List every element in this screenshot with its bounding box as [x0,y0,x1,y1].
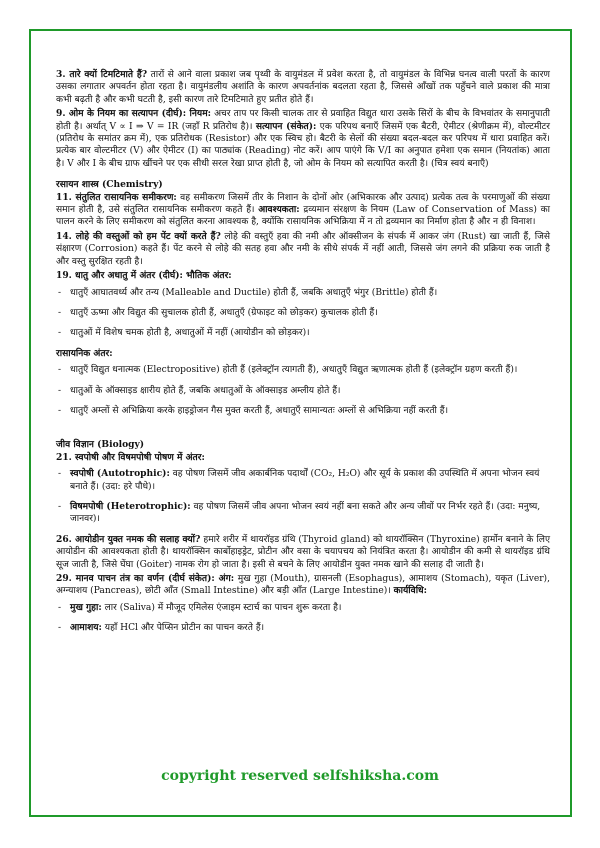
answer-11-text-1: वह समीकरण जिसमें तीर के निशान के दोनों ओर (अभिकारक और उत्पाद) प्रत्येक तत्व के परमाणुओं की संख्या समान होती है, उसे संतुलित रासायनिक समीकरण कहते हैं। [56,192,551,216]
answer-14-heading: 14. लोहे की वस्तुओं को हम पेंट क्यों करते हैं? [56,230,221,242]
list-item: - धातुएँ अम्लों से अभिक्रिया करके हाइड्रोजन गैस मुक्त करती हैं, अधातुएँ सामान्यतः अम्लों से अभिक्रिया नहीं करती हैं। [58,405,449,416]
answer-9-text-2: एक परिपथ बनाएँ जिसमें एक बैटरी, ऐमीटर (श्रेणीक्रम में), वोल्टमीटर (प्रतिरोध के समांतर क्रम में), एक प्रतिरोधक (Resistor) और एक स्विच हो। बैटरी के सेलों की संख्या बदल-बदल कर परिपथ में धारा प्रवाहित करें। प्रत्येक बार वोल्टमीटर (V) और ऐमीटर (I) का पाठ्यांक (Reading) नोट करें। आप पाएंगे कि V/I का अनुपात हमेशा एक समान (नियतांक) आता है। V और I के बीच ग्राफ खींचने पर एक सीधी सरल रेखा प्राप्त होती है, जो ओम के नियम को सत्यापित करती है। (चित्र स्वयं बनाएँ) [56,121,550,169]
answer-29-subheading: कार्यविधि: [393,585,428,597]
chemical-differences-heading: रासायनिक अंतर: [56,347,113,359]
answer-29 [56,573,550,598]
answer-21 [56,452,550,464]
list-item: - स्वपोषी (Autotrophic): वह पोषण जिसमें जीव अकार्बनिक पदार्थों (CO₂, H₂O) और सूर्य के प्रकाश की उपस्थिति में अपना भोजन स्वयं बनाते हैं। (उदा: हरे पौधे)। [58,468,540,492]
answer-26-text: हमारे शरीर में थायरॉइड ग्रंथि (Thyroid gland) को थायरॉक्सिन (Thyroxine) हार्मोन बनाने के लिए आयोडीन की आवश्यकता होती है। थायरॉक्सिन कार्बोहाइड्रेट, प्रोटीन और वसा के चयापचय को नियंत्रित करता है। आयोडीन की कमी से थायरॉइड ग्रंथि सूज जाती है, जिसे घेंघा (Goiter) नामक रोग हो जाता है। इसी से बचने के लिए आयोडीन युक्त नमक खाने की सलाह दी जाती है। [56,534,550,570]
list-item: - विषमपोषी (Heterotrophic): वह पोषण जिसमें जीव अपना भोजन स्वयं नहीं बना सकते और अन्य जीवों पर निर्भर रहते हैं। (उदा: मनुष्य, जानवर)। [58,500,541,525]
answer-21-heading: 21. स्वपोषी और विषमपोषी पोषण में अंतर: [56,451,205,463]
physical-differences-list [56,287,550,340]
answer-29-text: मुख गुहा (Mouth), ग्रासनली (Esophagus), आमाशय (Stomach), यकृत (Liver), अग्न्याशय (Pancreas), छोटी आँत (Small Intestine) और बड़ी आँत (Large Intestine)। [56,574,550,597]
answer-29-heading: 29. मानव पाचन तंत्र का वर्णन (दीर्घ संकेत): अंग: [56,573,235,584]
document-body [56,69,550,643]
answer-9 [56,108,550,170]
answer-11-subheading: आवश्यकता: [258,204,300,216]
list-item: - धातुएँ आघातवर्ध्य और तन्य (Malleable and Ductile) होती हैं, जबकि अधातुएँ भंगुर (Brittle) होती हैं। [58,287,438,298]
nutrition-list [56,468,550,526]
section-chemistry: रसायन शास्त्र (Chemistry) [56,179,163,191]
list-item: - आमाशय: यहाँ HCl और पेप्सिन प्रोटीन का पाचन करते हैं। [58,622,265,634]
answer-3-text: तारों से आने वाला प्रकाश जब पृथ्वी के वायुमंडल में प्रवेश करता है, तो वायुमंडल के विभिन्न घनत्व वाली परतों के कारण उसका लगातार अपवर्तन होता रहता है। वायुमंडलीय अशांति के कारण अपवर्तनांक बदलता रहता है, जिससे आँखों तक पहुँचने वाले प्रकाश की मात्रा कभी बढ़ती है और कभी घटती है, इसी कारण तारे टिमटिमाते हुए प्रतीत होते हैं। [56,70,550,105]
section-biology: जीव विज्ञान (Biology) [56,439,145,451]
answer-9-subheading: सत्यापन (संकेत): [255,120,317,132]
answer-11-heading: 11. संतुलित रासायनिक समीकरण: [56,191,177,203]
answer-3-heading: 3. तारे क्यों टिमटिमाते हैं? [56,69,148,80]
chemical-differences-list [56,364,550,417]
answer-19-heading: 19. धातु और अधातु में अंतर (दीर्घ): भौतिक अंतर: [56,270,232,282]
answer-19 [56,270,550,282]
answer-26-heading: 26. आयोडीन युक्त नमक की सलाह क्यों? [56,533,201,545]
list-item: - धातुओं के ऑक्साइड क्षारीय होते हैं, जबकि अधातुओं के ऑक्साइड अम्लीय होते हैं। [58,385,341,396]
answer-11 [56,192,550,229]
answer-11-text-2: द्रव्यमान संरक्षण के नियम (Law of Conservation of Mass) का पालन करने के लिए समीकरण को संतुलित करना आवश्यक है, क्योंकि रासायनिक अभिक्रिया में न तो द्रव्यमान का निर्माण होता है और न ही विनाश। [56,205,550,228]
answer-3 [56,69,550,106]
list-item: - धातुओं में विशेष चमक होती है, अधातुओं में नहीं (आयोडीन को छोड़कर)। [58,328,310,339]
answer-9-text-1: अचर ताप पर किसी चालक तार से प्रवाहित विद्युत धारा उसके सिरों के बीच के विभवांतर के समानुपाती होती है। अर्थात् V ∝ I ⇒ V = IR (जहाँ R प्रतिरोध है)। [56,109,550,132]
list-item: - धातुएँ ऊष्मा और विद्युत की सुचालक होती हैं, अधातुएँ (ग्रेफाइट को छोड़कर) कुचालक होती हैं। [58,307,378,318]
answer-14 [56,231,550,268]
answer-9-heading: 9. ओम के नियम का सत्यापन (दीर्घ): नियम: [56,108,211,120]
list-item: - धातुएँ विद्युत धनात्मक (Electropositive) होती हैं (इलेक्ट्रॉन त्यागती हैं), अधातुएँ विद्युत ऋणात्मक होती हैं (इलेक्ट्रॉन ग्रहण करती हैं)। [58,365,518,376]
answer-14-text: लोहे की वस्तुएँ हवा की नमी और ऑक्सीजन के संपर्क में आकर जंग (Rust) खा जाती हैं, जिसे संक्षारण (Corrosion) कहते हैं। पेंट करने से लोहे की सतह हवा और नमी के सीधे संपर्क में नहीं आती, जिससे जंग लगने की प्रक्रिया रुक जाती है और वस्तु सुरक्षित रहती है। [56,231,550,267]
digestion-list [56,602,550,635]
answer-26 [56,534,550,571]
copyright-footer: copyright reserved selfshiksha.com [161,768,439,784]
list-item: - मुख गुहा: लार (Saliva) में मौजूद एमिलेस एंजाइम स्टार्च का पाचन शुरू करता है। [58,601,342,613]
